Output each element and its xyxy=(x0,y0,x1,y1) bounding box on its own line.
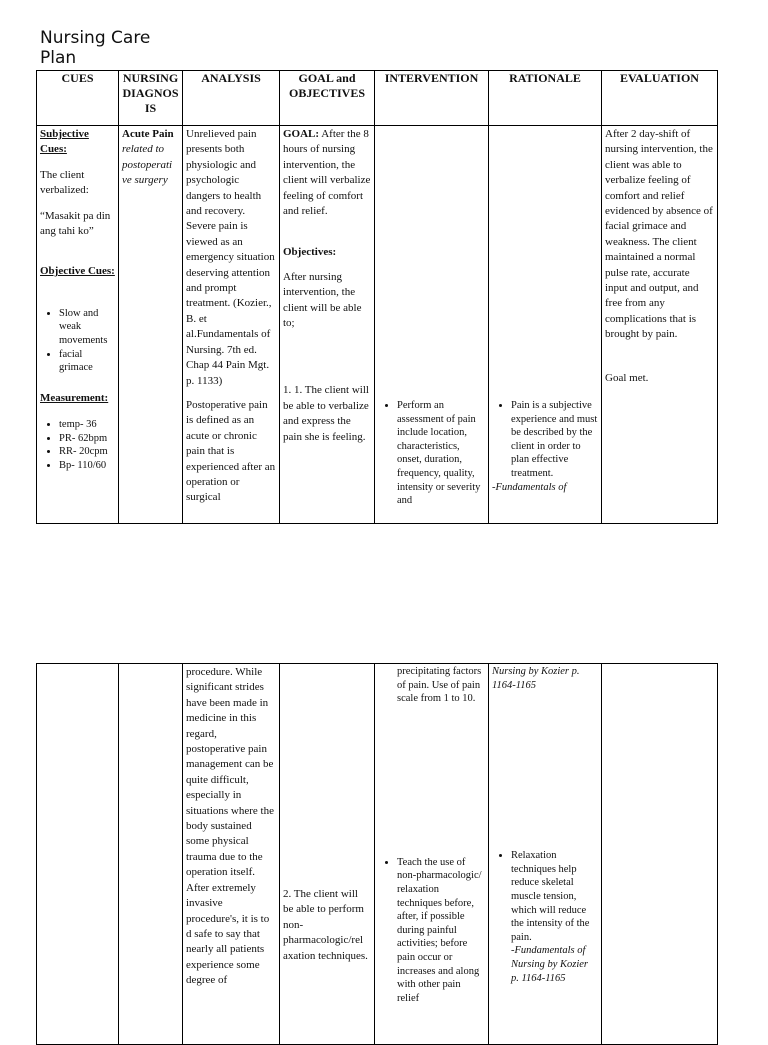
list-item xyxy=(511,849,598,985)
header-rationale: RATIONALE xyxy=(489,71,602,126)
diagnosis-cell xyxy=(119,664,183,1045)
intervention-cell xyxy=(375,126,489,524)
header-intervention: INTERVENTION xyxy=(375,71,489,126)
intervention-cell xyxy=(375,664,489,1045)
evaluation-cell xyxy=(602,664,718,1045)
diagnosis-related: related to postoperati ve surgery xyxy=(122,143,173,187)
care-plan-table-page-1 xyxy=(36,70,718,524)
objective-cues-list xyxy=(40,307,115,375)
intervention-continued: precipitating factors of pain. Use of pain scale from 1 to 10. xyxy=(397,666,482,705)
evaluation-cell xyxy=(602,126,718,524)
list-item: • Perform an assessment of pain include location, characteristics, onset, duration, frequency, quality, intensity or severity and xyxy=(397,399,485,508)
measurement-label: Measurement: xyxy=(40,391,109,404)
verbalized-text: The client verbalized: xyxy=(40,168,89,197)
analysis-continued: procedure. While significant strides have been made in medicine in this regard, postoperative pain management can be quite difficult, especially in situations where the body sustained some physical trauma due to the operation itself. After extremely invasive procedure's, it is to d safe to say that nearly all patients experience some degree of xyxy=(186,666,274,987)
analysis-paragraph-1: Unrelieved pain presents both physiologic and psychologic dangers to health and recovery. Severe pain is viewed as an emergency situation deserving attention and prompt treatment. (Kozier., B. et al.Fundamentals of Nursing. 7th ed. Chap 44 Pain Mgt. p. 1133) xyxy=(186,128,275,387)
header-analysis: ANALYSIS xyxy=(183,71,280,126)
header-goal: GOAL and OBJECTIVES xyxy=(280,71,375,126)
header-diagnosis: NURSING DIAGNOS IS xyxy=(119,71,183,126)
list-item: • RR- 20cpm xyxy=(59,445,115,459)
rationale-cell xyxy=(489,664,602,1045)
analysis-cell xyxy=(183,126,280,524)
rationale-reference: -Fundamentals of Nursing by Kozier p. 1164-1165 xyxy=(511,945,589,984)
list-item: • Slow and weak movements xyxy=(59,307,115,348)
cues-cell xyxy=(37,664,119,1045)
list-item: • facial grimace xyxy=(59,348,115,375)
cues-cell xyxy=(37,126,119,524)
goal-cell xyxy=(280,126,375,524)
goal-text: After the 8 hours of nursing intervention, the client will verbalize feeling of comfort and relief. xyxy=(283,128,371,218)
rationale-list xyxy=(492,399,598,481)
objective-1: 1. 1. The client will be able to verbalize and express the pain she is feeling. xyxy=(283,384,369,443)
intervention-list xyxy=(378,399,485,508)
rationale-text: Relaxation techniques help reduce skeletal muscle tension, which will reduce the intensity of the pain. xyxy=(511,850,590,943)
diagnosis-title: Acute Pain xyxy=(122,128,174,140)
header-evaluation: EVALUATION xyxy=(602,71,718,126)
goal-cell xyxy=(280,664,375,1045)
goal-paragraph xyxy=(283,127,371,219)
body-row xyxy=(37,126,718,524)
evaluation-paragraph: After 2 day-shift of nursing intervention, the client was able to verbalize feeling of comfort and relief evidenced by absence of facial grimace and weakness. The client maintained a normal pulse rate, accurate input and output, and free from any complications that is brought by pain. xyxy=(605,128,713,341)
title-area xyxy=(0,0,768,67)
body-row xyxy=(37,664,718,1045)
header-row xyxy=(37,71,718,126)
client-quote: “Masakit pa din ang tahi ko” xyxy=(40,209,111,238)
intervention-list xyxy=(378,856,485,1006)
care-plan-table-page-2 xyxy=(36,663,718,1045)
subjective-cues-label: Subjective Cues: xyxy=(40,128,89,156)
objectives-text: After nursing intervention, the client will be able to; xyxy=(283,270,362,330)
rationale-reference-continued: Nursing by Kozier p. 1164-1165 xyxy=(492,666,580,691)
rationale-reference: -Fundamentals of xyxy=(492,481,567,493)
header-cues: CUES xyxy=(37,71,119,126)
objective-2: 2. The client will be able to perform non-pharmacologic/rel axation techniques. xyxy=(283,888,368,962)
objective-cues-label: Objective Cues: xyxy=(40,265,115,278)
analysis-cell xyxy=(183,664,280,1045)
goal-label: GOAL: xyxy=(283,128,320,140)
list-item: • PR- 62bpm xyxy=(59,432,115,446)
measurements-list xyxy=(40,418,115,472)
objectives-label: Objectives: xyxy=(283,246,337,259)
rationale-cell xyxy=(489,126,602,524)
list-item: • Bp- 110/60 xyxy=(59,459,115,473)
list-item: • temp- 36 xyxy=(59,418,115,432)
analysis-paragraph-2: Postoperative pain is defined as an acute or chronic pain that is experienced after an operation or surgical xyxy=(186,398,276,504)
list-item: • Teach the use of non-pharmacologic/ relaxation techniques before, after, if possible during painful activities; before pain occur or increases and along with other pain relief xyxy=(397,856,485,1006)
evaluation-result: Goal met. xyxy=(605,371,649,384)
diagnosis-cell xyxy=(119,126,183,524)
list-item: • Pain is a subjective experience and must be described by the client in order to plan effective treatment. xyxy=(511,399,598,481)
rationale-list xyxy=(492,849,598,985)
document-title: Nursing Care Plan xyxy=(40,28,151,67)
